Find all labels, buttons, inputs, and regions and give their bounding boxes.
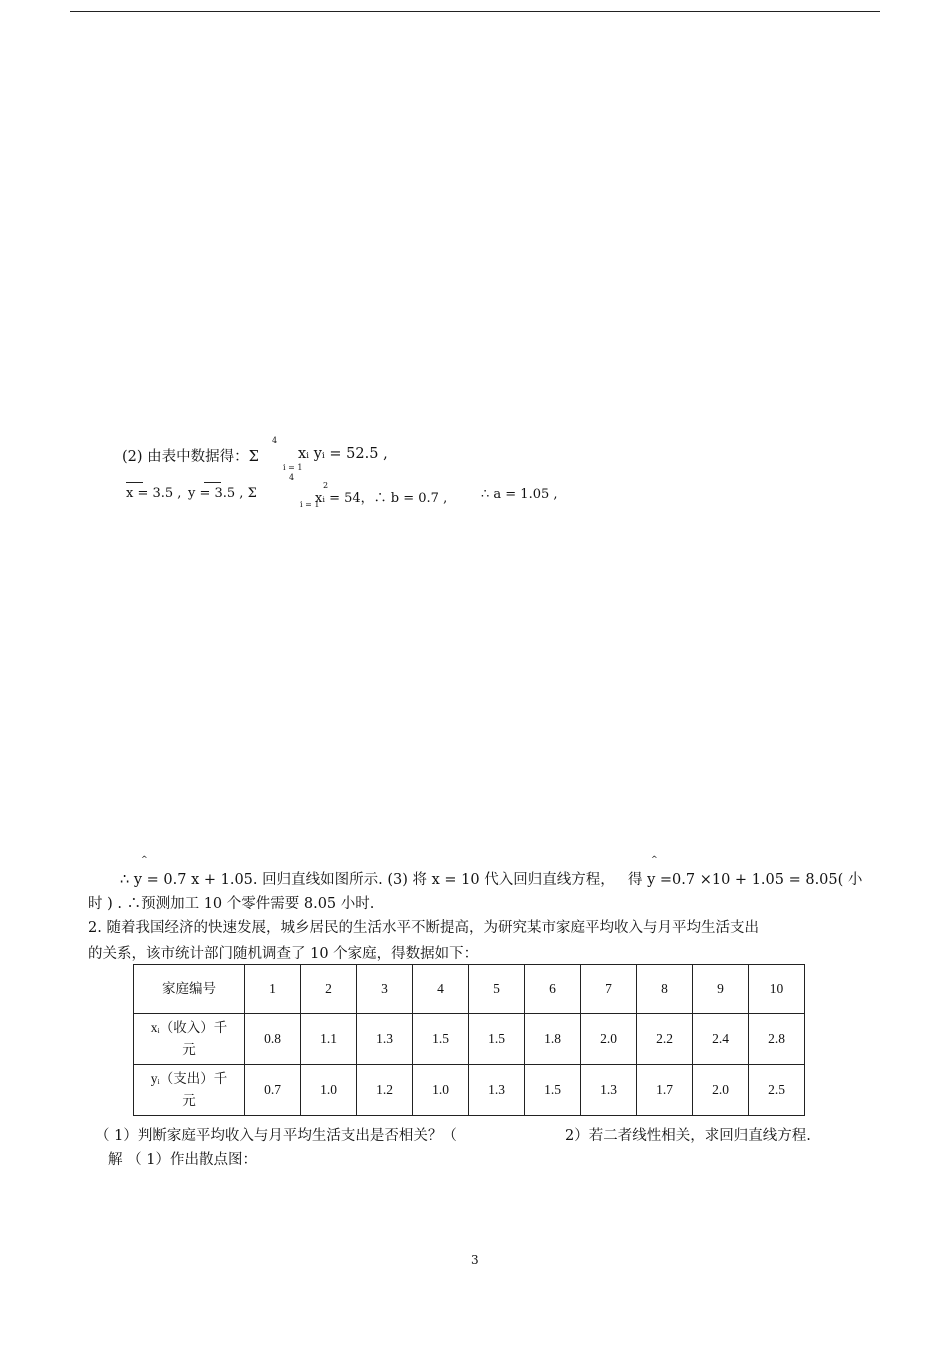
table-cell: 10 — [749, 965, 805, 1014]
table-cell: 1.7 — [637, 1065, 693, 1116]
expense-label-cell — [134, 1065, 245, 1116]
page-number: 3 — [471, 1253, 479, 1267]
table-cell: 2.4 — [693, 1014, 749, 1065]
question-2: 2）若二者线性相关，求回归直线方程. — [565, 1128, 811, 1144]
expense-label-line1: yᵢ（支出）千 — [150, 1071, 228, 1086]
sum-upper-limit: 4 — [272, 436, 278, 445]
table-cell: 1 — [245, 965, 301, 1014]
y-mean: y = 3.5 , Σ — [188, 486, 257, 501]
table-cell: 2.8 — [749, 1014, 805, 1065]
conclusion-line1-a: ∴ y = 0.7 x + 1.05. 回归直线如图所示. (3) 将 x = 10 代入回归直线方程， — [120, 872, 615, 888]
y-bar — [204, 482, 221, 483]
table-cell: 2.5 — [749, 1065, 805, 1116]
sum-lower-limit: i = 1 — [283, 463, 303, 472]
table-cell: 1.5 — [525, 1065, 581, 1116]
question-1: （ 1）判断家庭平均收入与月平均生活支出是否相关？（ — [95, 1128, 457, 1144]
table-cell: 4 — [413, 965, 469, 1014]
header-label-cell: 家庭编号 — [134, 965, 245, 1014]
x-bar — [126, 482, 143, 483]
header-rule — [70, 11, 880, 12]
table-cell: 1.3 — [357, 1014, 413, 1065]
conclusion-line2: 时 ) . ∴预测加工 10 个零件需要 8.05 小时. — [88, 896, 375, 912]
table-row-income — [134, 1014, 805, 1065]
table-cell: 1.3 — [581, 1065, 637, 1116]
income-label-cell — [134, 1014, 245, 1065]
y-hat-2: ^ — [651, 855, 658, 864]
problem2-line1: 2. 随着我国经济的快速发展，城乡居民的生活水平不断提高，为研究某市家庭平均收入与月平均生活支出 — [88, 920, 759, 936]
table-cell: 1.1 — [301, 1014, 357, 1065]
income-label-line1: xᵢ（收入）千 — [150, 1020, 228, 1035]
table-cell: 2.0 — [581, 1014, 637, 1065]
table-row-expense — [134, 1065, 805, 1116]
table-cell: 9 — [693, 965, 749, 1014]
conclusion-line1-b: 得 y =0.7 ×10 + 1.05 = 8.05( 小 — [628, 872, 863, 888]
table-cell: 1.5 — [413, 1014, 469, 1065]
table-cell: 1.0 — [301, 1065, 357, 1116]
solution-start: 解 （ 1）作出散点图： — [108, 1152, 257, 1168]
formula-line1-term: xᵢ yᵢ = 52.5 , — [298, 446, 388, 462]
table-cell: 1.2 — [357, 1065, 413, 1116]
a-value: ∴ a = 1.05 , — [481, 487, 558, 502]
table-cell: 2.0 — [693, 1065, 749, 1116]
data-table — [133, 964, 805, 1116]
formula-line1-prefix: (2) 由表中数据得：Σ — [122, 449, 259, 465]
table-cell: 0.7 — [245, 1065, 301, 1116]
y-hat-1: ^ — [141, 855, 148, 864]
sum2-lower-limit: i = 1 — [300, 500, 320, 509]
expense-label-line2: 元 — [182, 1093, 196, 1108]
table-cell: 7 — [581, 965, 637, 1014]
table-cell: 3 — [357, 965, 413, 1014]
table-cell: 6 — [525, 965, 581, 1014]
table-cell: 0.8 — [245, 1014, 301, 1065]
table-cell: 1.0 — [413, 1065, 469, 1116]
table-cell: 2.2 — [637, 1014, 693, 1065]
table-row-ids — [134, 965, 805, 1014]
table-cell: 1.3 — [469, 1065, 525, 1116]
table-cell: 1.5 — [469, 1014, 525, 1065]
formula-line2-term: xᵢ = 54，∴ b = 0.7 , — [315, 491, 448, 506]
table-cell: 1.8 — [525, 1014, 581, 1065]
income-label-line2: 元 — [182, 1042, 196, 1057]
table-cell: 8 — [637, 965, 693, 1014]
square-exponent: 2 — [323, 481, 329, 490]
table-cell: 2 — [301, 965, 357, 1014]
table-cell: 5 — [469, 965, 525, 1014]
sum2-upper-limit: 4 — [289, 473, 295, 482]
problem2-line2: 的关系，该市统计部门随机调查了 10 个家庭，得数据如下： — [88, 946, 479, 962]
x-mean: x = 3.5 , — [126, 486, 182, 501]
